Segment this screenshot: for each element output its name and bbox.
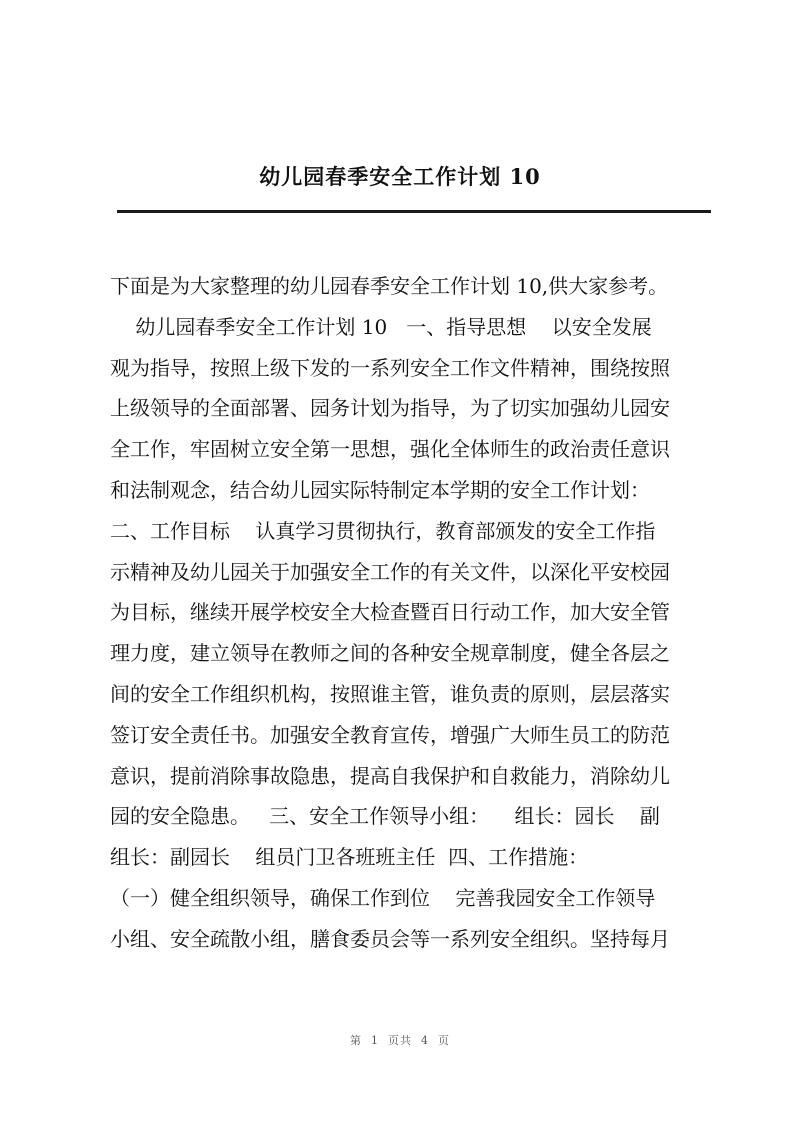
body-line: 上级领导的全面部署、园务计划为指导，为了切实加强幼儿园安 (110, 396, 670, 421)
title-underline-rule (117, 210, 711, 213)
body-line: 理力度，建立领导在教师之间的各种安全规章制度，健全各层之 (110, 641, 670, 666)
body-line: 二、工作目标 认真学习贯彻执行，教育部颁发的安全工作指 (110, 518, 656, 543)
body-line: 小组、安全疏散小组，膳食委员会等一系列安全组织。坚持每月 (110, 926, 670, 951)
document-body (110, 266, 710, 960)
body-line: 下面是为大家整理的幼儿园春季安全工作计划 10,供大家参考。 (110, 274, 669, 298)
body-line: 意识，提前消除事故隐患，提高自我保护和自救能力，消除幼儿 (110, 763, 670, 788)
body-line: 观为指导，按照上级下发的一系列安全工作文件精神，围绕按照 (110, 355, 670, 380)
body-line: 间的安全工作组织机构，按照谁主管，谁负责的原则，层层落实 (110, 681, 670, 706)
document-title: 幼儿园春季安全工作计划 10 (259, 164, 541, 189)
body-line: 和法制观念，结合幼儿园实际特制定本学期的安全工作计划： (110, 477, 650, 502)
body-line: 园的安全隐患。 三、安全工作领导小组： 组长：园长 副 (110, 804, 660, 829)
body-line: 为目标，继续开展学校安全大检查暨百日行动工作，加大安全管 (110, 600, 670, 625)
body-line: 签订安全责任书。加强安全教育宣传，增强广大师生员工的防范 (110, 722, 670, 747)
body-line: （一）健全组织领导，确保工作到位 完善我园安全工作领导 (110, 885, 656, 910)
body-line: 示精神及幼儿园关于加强安全工作的有关文件，以深化平安校园 (110, 559, 670, 584)
body-line: 幼儿园春季安全工作计划 10 一、指导思想 以安全发展 (110, 314, 652, 339)
page-number-footer: 第 1 页共 4 页 (350, 1034, 450, 1047)
body-line: 组长：副园长 组员门卫各班班主任 四、工作措施： (110, 845, 589, 870)
body-line: 全工作，牢固树立安全第一思想，强化全体师生的政治责任意识 (110, 437, 670, 462)
